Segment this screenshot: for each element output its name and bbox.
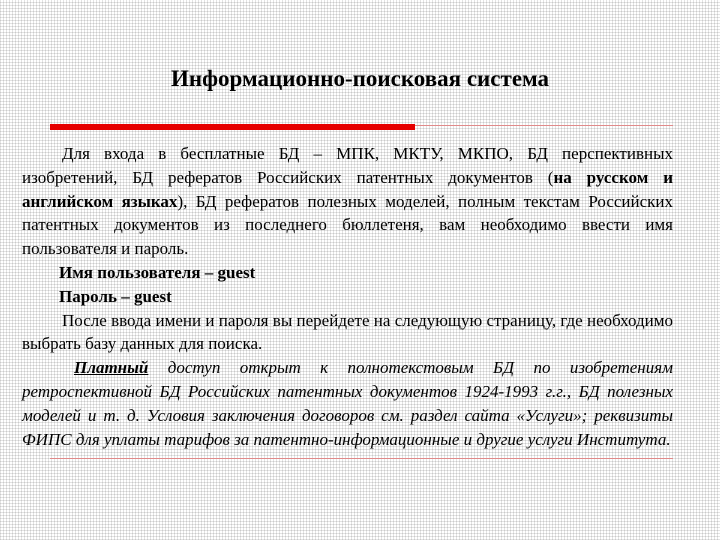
paid-keyword: Платный bbox=[74, 358, 149, 378]
password-line: Пароль – guest bbox=[59, 286, 172, 306]
title-underline-red bbox=[50, 124, 415, 130]
intro-languages: на русском и английском языках bbox=[22, 167, 673, 211]
username-line: Имя пользователя – guest bbox=[59, 262, 256, 282]
paid-text: доступ открыт к полнотекстовым БД по изобретениям ретроспективной БД Российских патентных документов 1924-1993 г.г., БД полезных моделей и т. д. Условия заключения договоров см. раздел сайта «Услуги»; реквизиты ФИПС для уплаты тарифов за патентно-информационные и другие услуги Института. bbox=[22, 358, 673, 449]
bottom-rule bbox=[50, 458, 673, 459]
paid-access-paragraph bbox=[22, 356, 673, 451]
body-text bbox=[22, 142, 673, 451]
intro-paragraph bbox=[22, 142, 673, 261]
intro-part2: ), БД рефератов полезных моделей, полным текстам Российских патентных документов из последнего бюллетеня, вам необходимо ввести имя пользователя и пароль. bbox=[22, 191, 674, 259]
slide-title: Информационно-поисковая система bbox=[170, 66, 550, 91]
after-login-paragraph: После ввода имени и пароля вы перейдете на следующую страницу, где необходимо выбрать базу данных для поиска. bbox=[22, 310, 673, 354]
title-underline-thin bbox=[415, 125, 673, 126]
intro-part1: Для входа в бесплатные БД – МПК, МКТУ, МКПО, БД перспективных изобретений, БД рефератов Российских патентных документов ( bbox=[22, 144, 673, 187]
